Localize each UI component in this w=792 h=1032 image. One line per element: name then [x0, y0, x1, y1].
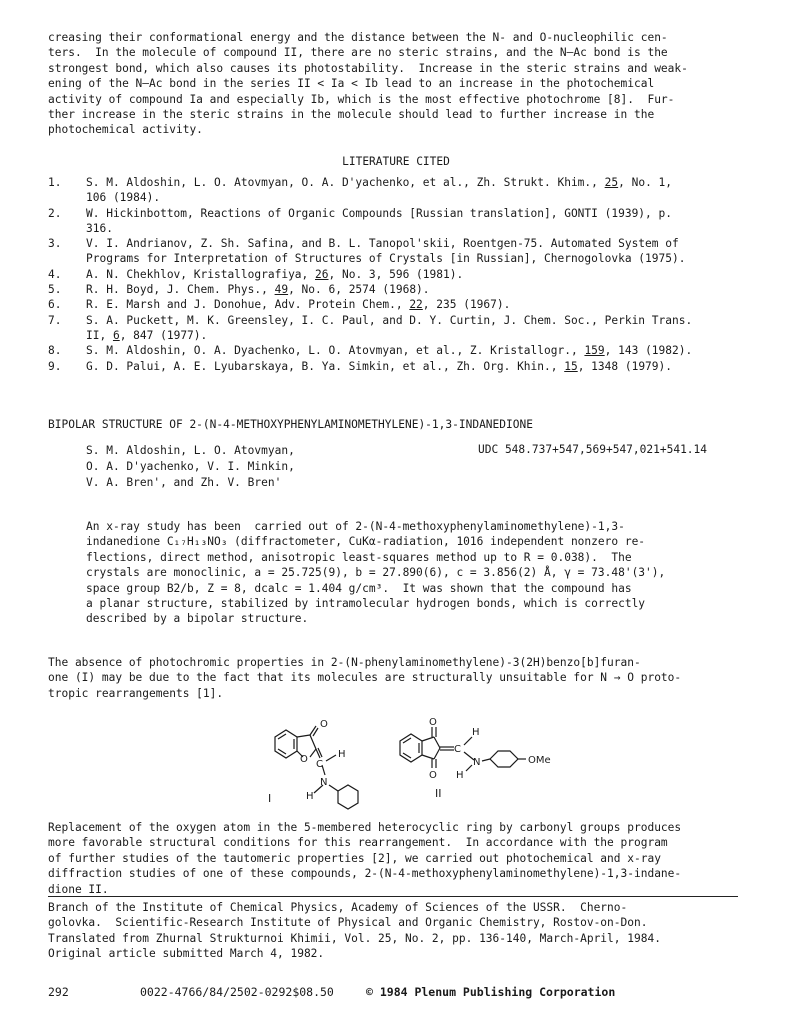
- footnote-divider: [48, 896, 738, 897]
- page-number: 292: [48, 985, 69, 999]
- reference-list: [48, 175, 748, 374]
- reference-item: 1. S. M. Aldoshin, L. O. Atovmyan, O. A. D'yachenko, et al., Zh. Strukt. Khim., 25, No. 1, 106 (1984).: [48, 176, 673, 205]
- reference-number: 2.: [48, 206, 62, 220]
- intro-paragraph-2: The absence of photochromic properties in 2-(N-phenylaminomethylene)-3(2H)benzo[b]furan- one (I) may be due to the fact that its molecules are structurally unsuitable for N → O proto- tropic rearrangements [1].: [48, 656, 682, 700]
- phenyl-ring-icon: [338, 785, 358, 809]
- reference-item: 7. S. A. Puckett, M. K. Greensley, I. C. Paul, and D. Y. Curtin, J. Chem. Soc., Perkin Trans. II, 6, 847 (1977).: [48, 313, 693, 342]
- svg-text:C: C: [454, 744, 461, 755]
- author-line: O. A. D'yachenko, V. I. Minkin,: [86, 460, 295, 473]
- svg-text:N: N: [473, 757, 481, 768]
- svg-text:O: O: [429, 770, 437, 781]
- reference-number: 6.: [48, 298, 62, 312]
- reference-number: 5.: [48, 283, 62, 297]
- author-line: S. M. Aldoshin, L. O. Atovmyan,: [86, 444, 295, 457]
- svg-text:C: C: [316, 759, 323, 770]
- reference-number: 8.: [48, 344, 62, 358]
- reference-number: 9.: [48, 359, 62, 373]
- chemical-scheme: [240, 715, 570, 815]
- reference-item: 4. A. N. Chekhlov, Kristallografiya, 26, No. 3, 596 (1981).: [48, 267, 464, 281]
- article-code: 0022-4766/84/2502-0292$08.50: [140, 985, 334, 999]
- reference-item: 5. R. H. Boyd, J. Chem. Phys., 49, No. 6, 2574 (1968).: [48, 283, 430, 297]
- compound-label-II: II: [435, 787, 442, 800]
- reference-number: 3.: [48, 237, 62, 251]
- svg-text:H: H: [338, 749, 346, 760]
- intro-paragraph: creasing their conformational energy and the distance between the N- and O-nucleophilic cen- ters. In the molecule of compound II, there are no steric strains, and the N—Ac bond is the strongest bond, which also causes its photostability. Increase in the steric strains and weak- ening of the N—Ac bond in the series II < Ia < Ib lead to an increase in the photochemical activity of compound Ia and especially Ib, which is the most effective photochrome [8]. Fur- ther increase in the steric strains in the molecule should lead to further increase in the photochemical activity.: [48, 31, 688, 137]
- abstract: An x-ray study has been carried out of 2-(N-4-methoxyphenylaminomethylene)-1,3- indanedione C₁₇H₁₃NO₃ (diffractometer, CuKα-radiation, 1016 independent nonzero re- flections, direct method, anisotropic least-squares method up to R = 0.038). The crystals are monoclinic, a = 25.725(9), b = 27.890(6), c = 3.856(2) Å, γ = 73.48'(3'), space group B2/b, Z = 8, d⁣calc = 1.404 g/cm³. It was shown that the compound has a planar structure, stabilized by intramolecular hydrogen bonds, which is correctly described by a bipolar structure.: [86, 520, 666, 626]
- reference-number: 4.: [48, 267, 62, 281]
- svg-text:H: H: [456, 770, 464, 781]
- svg-text:O: O: [429, 717, 437, 728]
- reference-item: 3. V. I. Andrianov, Z. Sh. Safina, and B. L. Tanopol'skii, Roentgen-75. Automated System of Programs for Interpretation of Structures of Crystals [in Russian], Chernogolovka (1975).: [48, 237, 686, 266]
- reference-item: 9. G. D. Palui, A. E. Lyubarskaya, B. Ya. Simkin, et al., Zh. Org. Khin., 15, 1348 (1979).: [48, 359, 672, 373]
- svg-text:H: H: [472, 727, 480, 738]
- phenyl-ring-icon: [490, 751, 518, 767]
- article-title: BIPOLAR STRUCTURE OF 2-(N-4-METHOXYPHENYLAMINOMETHYLENE)-1,3-INDANEDIONE: [48, 418, 533, 431]
- reference-item: 8. S. M. Aldoshin, O. A. Dyachenko, L. O. Atovmyan, et al., Z. Kristallogr., 159, 143 (1982).: [48, 344, 693, 358]
- reference-number: 1.: [48, 176, 62, 189]
- udc-code: UDC 548.737+547,569+547,021+541.14: [478, 443, 708, 456]
- svg-text:OMe: OMe: [528, 755, 551, 766]
- reference-item: 6. R. E. Marsh and J. Donohue, Adv. Protein Chem., 22, 235 (1967).: [48, 298, 511, 312]
- author-line: V. A. Bren', and Zh. V. Bren': [86, 476, 282, 489]
- author-list: [86, 443, 295, 491]
- svg-text:O: O: [300, 754, 308, 765]
- reference-number: 7.: [48, 313, 62, 327]
- copyright: © 1984 Plenum Publishing Corporation: [366, 985, 616, 999]
- svg-text:H: H: [306, 791, 314, 802]
- literature-heading: LITERATURE CITED: [342, 155, 450, 168]
- compound-label-I: I: [268, 792, 272, 805]
- affiliation-note: Branch of the Institute of Chemical Physics, Academy of Sciences of the USSR. Cherno- golovka. Scientific-Research Institute of Physical and Organic Chemistry, Rostov-on-Don. Translated from Zhurnal Strukturnoi Khimii, Vol. 25, No. 2, pp. 136-140, March-April, 1984. Original article submitted March 4, 1982.: [48, 901, 661, 961]
- reference-item: 2. W. Hickinbottom, Reactions of Organic Compounds [Russian translation], GONTI (1939), p. 316.: [48, 206, 672, 235]
- svg-text:N: N: [320, 777, 328, 788]
- svg-text:O: O: [320, 719, 328, 730]
- replacement-paragraph: Replacement of the oxygen atom in the 5-membered heterocyclic ring by carbonyl groups produces more favorable structural conditions for this rearrangement. In accordance with the program of further studies of the tautomeric properties [2], we carried out photochemical and x-ray diffraction studies of one of these compounds, 2-(N-4-methoxyphenylaminomethylene)-1,3-indane- dione II.: [48, 821, 682, 896]
